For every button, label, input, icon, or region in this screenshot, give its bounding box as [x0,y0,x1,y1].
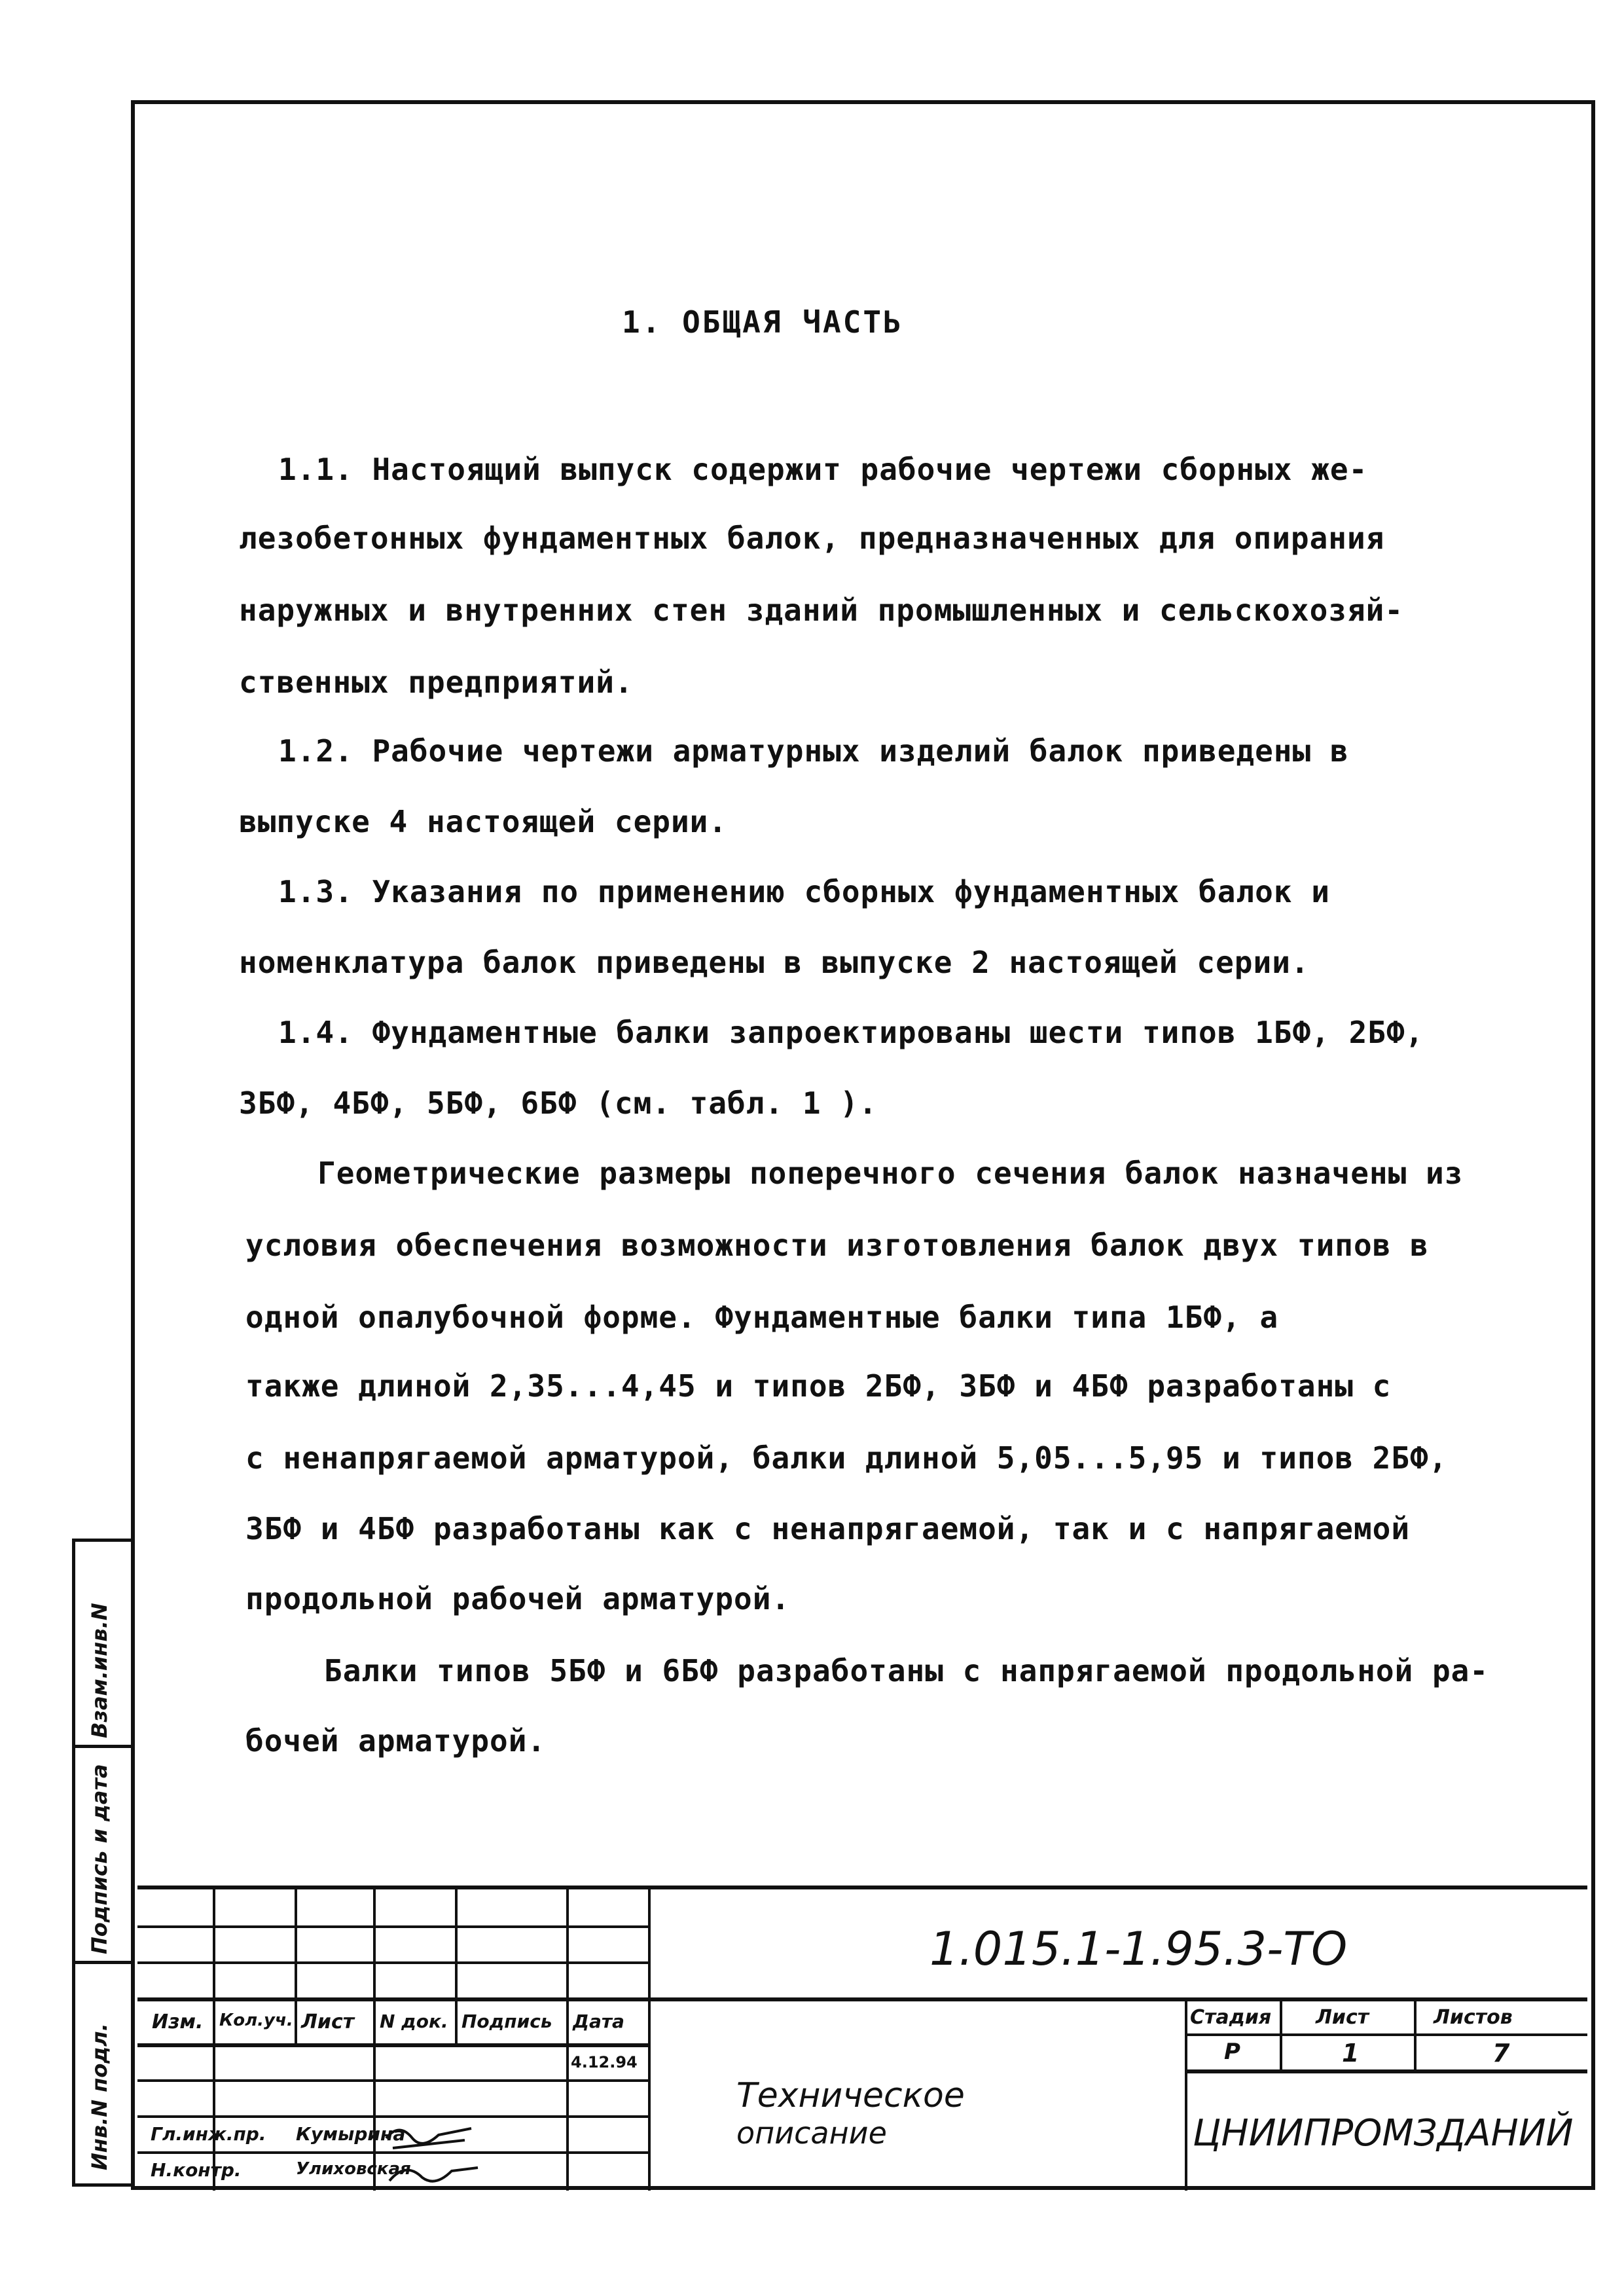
text-line: продольной рабочей арматурой. [245,1581,791,1616]
name-nkontr: Улиховская [296,2159,411,2179]
text-line: наружных и внутренних стен зданий промышленных и сельскохозяй- [239,592,1404,628]
header-data: Дата [573,2011,624,2032]
header-izm: Изм. [152,2011,204,2033]
text-line: одной опалубочной форме. Фундаментные балки типа 1БФ, а [245,1300,1279,1335]
text-line: условия обеспечения возможности изготовления балок двух типов в [245,1228,1429,1263]
header-kol-uch: Кол.уч. [219,2011,293,2030]
stage-header: Стадия [1190,2006,1272,2029]
sidebar-sign-date: Подпись и дата [87,1764,112,1954]
revision-grid [137,1889,648,2191]
text-line: номенклатура балок приведены в выпуске 2 настоящей серии. [239,945,1310,980]
sidebar-inv-orig: Инв.N подл. [87,2023,112,2170]
header-ndok: N док. [380,2011,448,2032]
document-code: 1.015.1-1.95.3-ТО [929,1922,1348,1976]
sheets-header: Листов [1434,2006,1513,2029]
organization-name: ЦНИИПРОМЗДАНИЙ [1193,2112,1574,2155]
header-list: Лист [301,2011,355,2033]
text-line: 3БФ и 4БФ разработаны как с ненапрягаемой, так и с напрягаемой [245,1511,1411,1546]
text-line: 3БФ, 4БФ, 5БФ, 6БФ (см. табл. 1 ). [239,1085,878,1121]
text-line: 1.4. Фундаментные балки запроектированы шести типов 1БФ, 2БФ, [278,1015,1424,1050]
date-value: 4.12.94 [571,2053,638,2071]
doc-title-line1: Техническое [736,2076,965,2115]
signatures [380,2119,550,2191]
text-line: 1.3. Указания по применению сборных фундаментных балок и [278,874,1330,909]
sidebar-replace-inv: Взам.инв.N [87,1603,112,1738]
stage-value: Р [1224,2039,1240,2065]
header-podpis: Подпись [461,2011,552,2032]
section-heading: 1. ОБЩАЯ ЧАСТЬ [622,304,903,340]
text-line: выпуске 4 настоящей серии. [239,804,728,839]
title-block [137,1886,1587,2191]
page-frame [131,100,1595,2190]
text-line: ственных предприятий. [239,665,634,700]
name-gip: Кумырина [296,2123,406,2145]
text-line: лезобетонных фундаментных балок, предназначенных для опирания [239,520,1385,556]
approval-sidebar [72,1539,134,2187]
role-nkontr: Н.контр. [151,2159,242,2181]
role-gip: Гл.инж.пр. [151,2123,266,2145]
text-line: также длиной 2,35...4,45 и типов 2БФ, 3БФ и 4БФ разработаны с [245,1368,1392,1404]
sheet-header: Лист [1316,2006,1369,2029]
text-line: бочей арматурой. [245,1723,547,1758]
text-line: Балки типов 5БФ и 6БФ разработаны с напрягаемой продольной ра- [324,1653,1489,1688]
title-right [648,1889,1587,2191]
text-line: Геометрические размеры поперечного сечения балок назначены из [317,1156,1464,1191]
sheets-value: 7 [1492,2039,1510,2068]
text-line: с ненапрягаемой арматурой, балки длиной 5,05...5,95 и типов 2БФ, [245,1440,1448,1476]
text-line: 1.1. Настоящий выпуск содержит рабочие чертежи сборных же- [278,452,1368,487]
doc-title-line2: описание [736,2115,887,2151]
sheet-value: 1 [1342,2039,1360,2068]
text-line: 1.2. Рабочие чертежи арматурных изделий балок приведены в [278,733,1349,769]
